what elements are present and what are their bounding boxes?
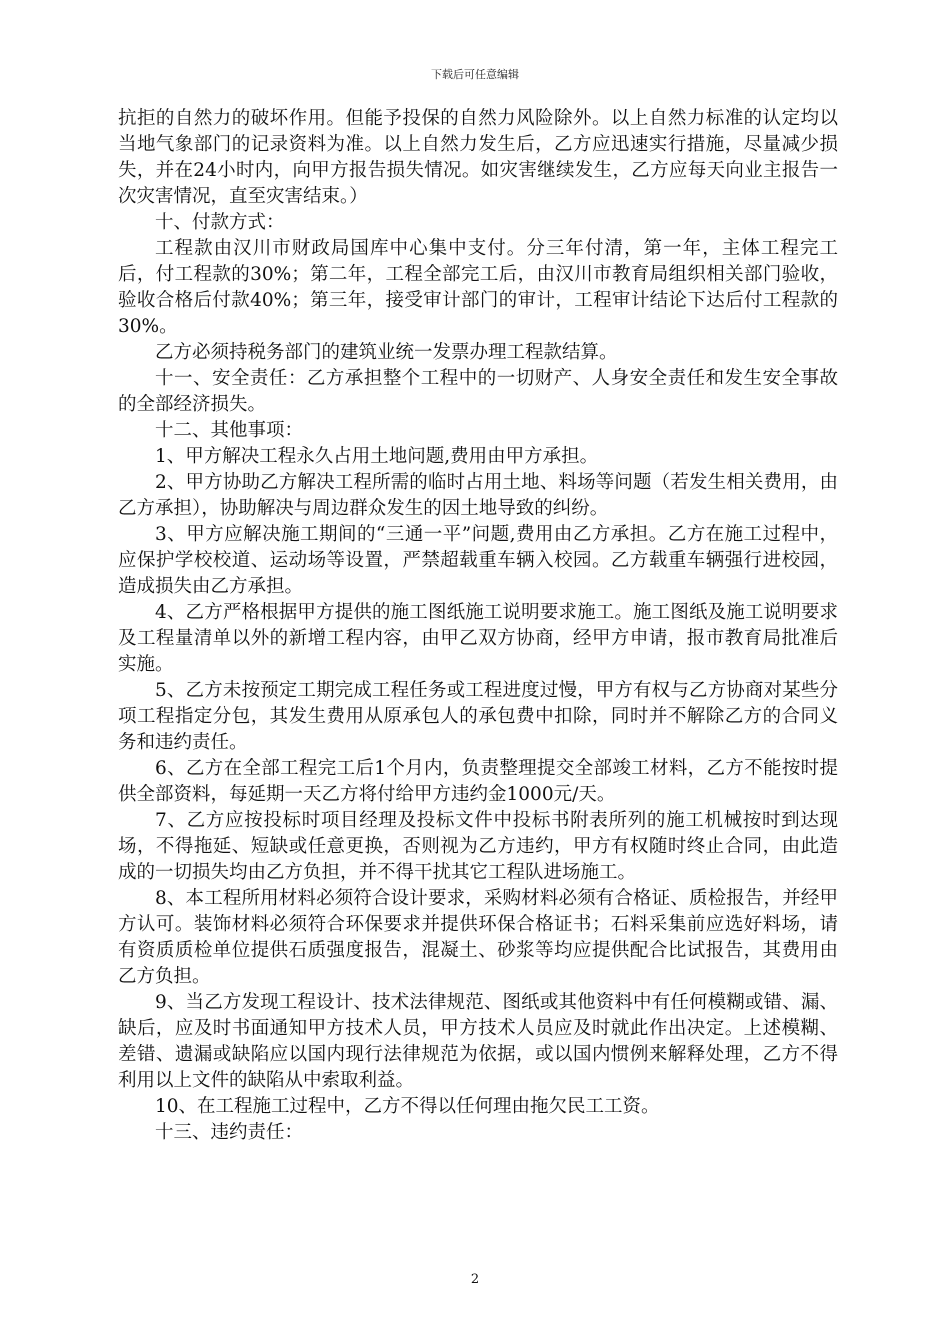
paragraph: 10、在工程施工过程中，乙方不得以任何理由拖欠民工工资。: [155, 1096, 660, 1117]
paragraph: 十一、安全责任：乙方承担整个工程中的一切财产、人身安全责任和发生安全事故的全部经济损失。: [118, 368, 838, 415]
paragraph: 工程款由汉川市财政局国库中心集中支付。分三年付清，第一年，主体工程完工后，付工程款的30%；第二年，工程全部完工后，由汉川市教育局组织相关部门验收，验收合格后付款40%；第三年，接受审计部门的审计，工程审计结论下达后付工程款的30%。: [118, 238, 838, 337]
document-body: [118, 106, 838, 1146]
paragraph: 6、乙方在全部工程完工后1个月内，负责整理提交全部竣工材料，乙方不能按时提供全部资料，每延期一天乙方将付给甲方违约金1000元/天。: [118, 758, 838, 805]
paragraph: 1、甲方解决工程永久占用土地问题,费用由甲方承担。: [155, 446, 599, 467]
paragraph: 十三、违约责任：: [155, 1122, 304, 1143]
paragraph: 2、甲方协助乙方解决工程所需的临时占用土地、料场等问题（若发生相关费用，由乙方承担），协助解决与周边群众发生的因土地导致的纠纷。: [118, 472, 838, 519]
paragraph: 7、乙方应按投标时项目经理及投标文件中投标书附表所列的施工机械按时到达现场，不得拖延、短缺或任意更换，否则视为乙方违约，甲方有权随时终止合同，由此造成的一切损失均由乙方负担，并不得干扰其它工程队进场施工。: [118, 810, 838, 883]
paragraph: 乙方必须持税务部门的建筑业统一发票办理工程款结算。: [155, 342, 618, 363]
page-header: 下载后可任意编辑: [431, 68, 519, 81]
paragraph: 4、乙方严格根据甲方提供的施工图纸施工说明要求施工。施工图纸及施工说明要求及工程量清单以外的新增工程内容，由甲乙双方协商，经甲方申请，报市教育局批准后实施。: [118, 602, 838, 675]
paragraph: 十、付款方式：: [155, 212, 285, 233]
paragraph: 抗拒的自然力的破坏作用。但能予投保的自然力风险除外。以上自然力标准的认定均以当地气象部门的记录资料为准。以上自然力发生后，乙方应迅速实行措施，尽量减少损失，并在24小时内，向甲方报告损失情况。如灾害继续发生，乙方应每天向业主报告一次灾害情况，直至灾害结束。）: [118, 108, 838, 207]
paragraph: 8、本工程所用材料必须符合设计要求，采购材料必须有合格证、质检报告，并经甲方认可。装饰材料必须符合环保要求并提供环保合格证书；石料采集前应选好料场，请有资质质检单位提供石质强度报告，混凝土、砂浆等均应提供配合比试报告，其费用由乙方负担。: [118, 888, 838, 987]
paragraph: 3、甲方应解决施工期间的“三通一平”问题,费用由乙方承担。乙方在施工过程中，应保护学校校道、运动场等设置，严禁超载重车辆入校园。乙方载重车辆强行进校园，造成损失由乙方承担。: [118, 524, 838, 597]
page-number: 2: [470, 1272, 480, 1287]
paragraph: 十二、其他事项：: [155, 420, 304, 441]
paragraph: 5、乙方未按预定工期完成工程任务或工程进度过慢，甲方有权与乙方协商对某些分项工程指定分包，其发生费用从原承包人的承包费中扣除，同时并不解除乙方的合同义务和违约责任。: [118, 680, 838, 753]
paragraph: 9、当乙方发现工程设计、技术法律规范、图纸或其他资料中有任何模糊或错、漏、缺后，应及时书面通知甲方技术人员，甲方技术人员应及时就此作出决定。上述模糊、差错、遗漏或缺陷应以国内现行法律规范为依据，或以国内惯例来解释处理，乙方不得利用以上文件的缺陷从中索取利益。: [118, 992, 838, 1091]
